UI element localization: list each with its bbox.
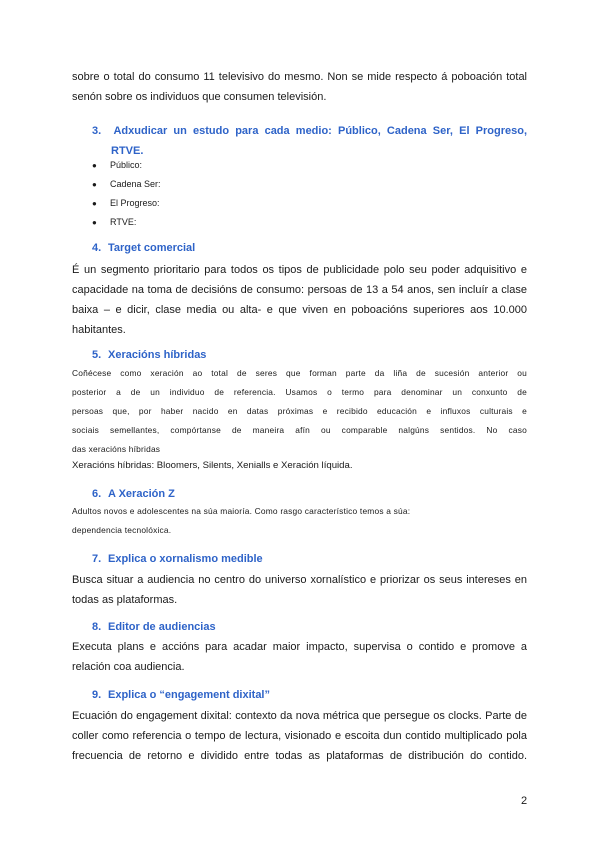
section-title: Adxudicar un estudo para cada medio: Público, Cadena Ser, El Progreso, bbox=[113, 125, 527, 137]
section-title: Xeracións híbridas bbox=[108, 349, 207, 361]
text-line: capacidade na toma de decisións de consumo: persoas de 13 a 54 anos, sen incluír a clase bbox=[72, 284, 527, 296]
text-line: baixa – e dicir, clase media ou alta- e que viven en poboacións superiores aos 10.000 bbox=[72, 304, 527, 316]
hybrid-generations-list: Xeracións híbridas: Bloomers, Silents, Xenialls e Xeración líquida. bbox=[72, 460, 353, 471]
section-number: 6. bbox=[92, 488, 102, 500]
text-line: Coñécese como xeración ao total de seres que forman parte da liña de sucesión anterior ou bbox=[72, 368, 527, 378]
section-6-paragraph bbox=[72, 502, 527, 540]
heading-line bbox=[92, 121, 527, 141]
section-7-paragraph bbox=[72, 570, 527, 610]
section-title: Editor de audiencias bbox=[108, 621, 216, 633]
bullet-icon: ● bbox=[92, 218, 97, 227]
section-title: A Xeración Z bbox=[108, 488, 175, 500]
section-title: Explica o “engagement dixital” bbox=[108, 689, 270, 701]
intro-paragraph bbox=[72, 67, 527, 107]
text-line: habitantes. bbox=[72, 324, 126, 336]
list-item bbox=[92, 194, 161, 213]
text-line: posterior a de un individuo de referencia. Usamos o termo para denominar un conxunto de bbox=[72, 387, 527, 397]
text-line: todas as plataformas. bbox=[72, 594, 178, 606]
section-number: 4. bbox=[92, 242, 102, 254]
section-number: 3. bbox=[92, 125, 102, 137]
section-9-paragraph bbox=[72, 706, 527, 766]
text-line: frecuencia de retorno e dividido entre todas as plataformas de distribución do contido. bbox=[72, 750, 527, 762]
bullet-icon: ● bbox=[92, 161, 97, 170]
list-item bbox=[92, 175, 161, 194]
list-item-label: RTVE: bbox=[110, 217, 137, 227]
bullet-icon: ● bbox=[92, 199, 97, 208]
media-bullet-list bbox=[92, 156, 161, 232]
section-title: Target comercial bbox=[108, 242, 196, 254]
list-item-label: Público: bbox=[110, 160, 143, 170]
text-line: Busca situar a audiencia no centro do universo xornalístico e priorizar os seus intereses en bbox=[72, 574, 527, 586]
section-8-heading bbox=[92, 621, 216, 633]
section-4-paragraph bbox=[72, 260, 527, 340]
section-5-heading bbox=[92, 349, 206, 361]
section-number: 9. bbox=[92, 689, 102, 701]
text-line: dependencia tecnolóxica. bbox=[72, 525, 172, 535]
section-8-paragraph bbox=[72, 637, 527, 677]
text-line: das xeracións híbridas bbox=[72, 444, 161, 454]
section-4-heading bbox=[92, 242, 195, 254]
list-item-label: Cadena Ser: bbox=[110, 179, 161, 189]
text-line: coller como referencia o tempo de lectura, visionado e escoita dun contido multiplicado pola bbox=[72, 730, 527, 742]
section-6-heading bbox=[92, 488, 175, 500]
list-item-label: El Progreso: bbox=[110, 198, 160, 208]
page-number: 2 bbox=[521, 795, 528, 807]
section-title-continued: RTVE. bbox=[111, 145, 144, 157]
text-line: relación coa audiencia. bbox=[72, 661, 185, 673]
text-line: Executa plans e accións para acadar maior impacto, supervisa o contido e promove a bbox=[72, 641, 527, 653]
list-item bbox=[92, 156, 161, 175]
section-number: 5. bbox=[92, 349, 102, 361]
text-line: É un segmento prioritario para todos os tipos de publicidade polo seu poder adquisitivo e bbox=[72, 264, 527, 276]
bullet-icon: ● bbox=[92, 180, 97, 189]
section-9-heading bbox=[92, 689, 270, 701]
section-number: 8. bbox=[92, 621, 102, 633]
text-line: sociais semellantes, compórtanse de maneira afín ou comparable nalgúns sentidos. No caso bbox=[72, 425, 527, 435]
text-line: senón sobre os individuos que consumen televisión. bbox=[72, 91, 327, 103]
text-line: persoas que, por haber nacido en datas próximas e recibido educación e influxos culturais e bbox=[72, 406, 527, 416]
list-item bbox=[92, 213, 161, 232]
text-line: Ecuación do engagement dixital: contexto da nova métrica que persegue os clocks. Parte de bbox=[72, 710, 527, 722]
section-3-heading bbox=[92, 121, 527, 161]
section-5-paragraph bbox=[72, 364, 527, 459]
text-line: Adultos novos e adolescentes na súa maioría. Como rasgo característico temos a súa: bbox=[72, 506, 411, 516]
section-title: Explica o xornalismo medible bbox=[108, 553, 263, 565]
text-line: sobre o total do consumo 11 televisivo do mesmo. Non se mide respecto á poboación total bbox=[72, 71, 527, 83]
section-7-heading bbox=[92, 553, 263, 565]
section-number: 7. bbox=[92, 553, 102, 565]
